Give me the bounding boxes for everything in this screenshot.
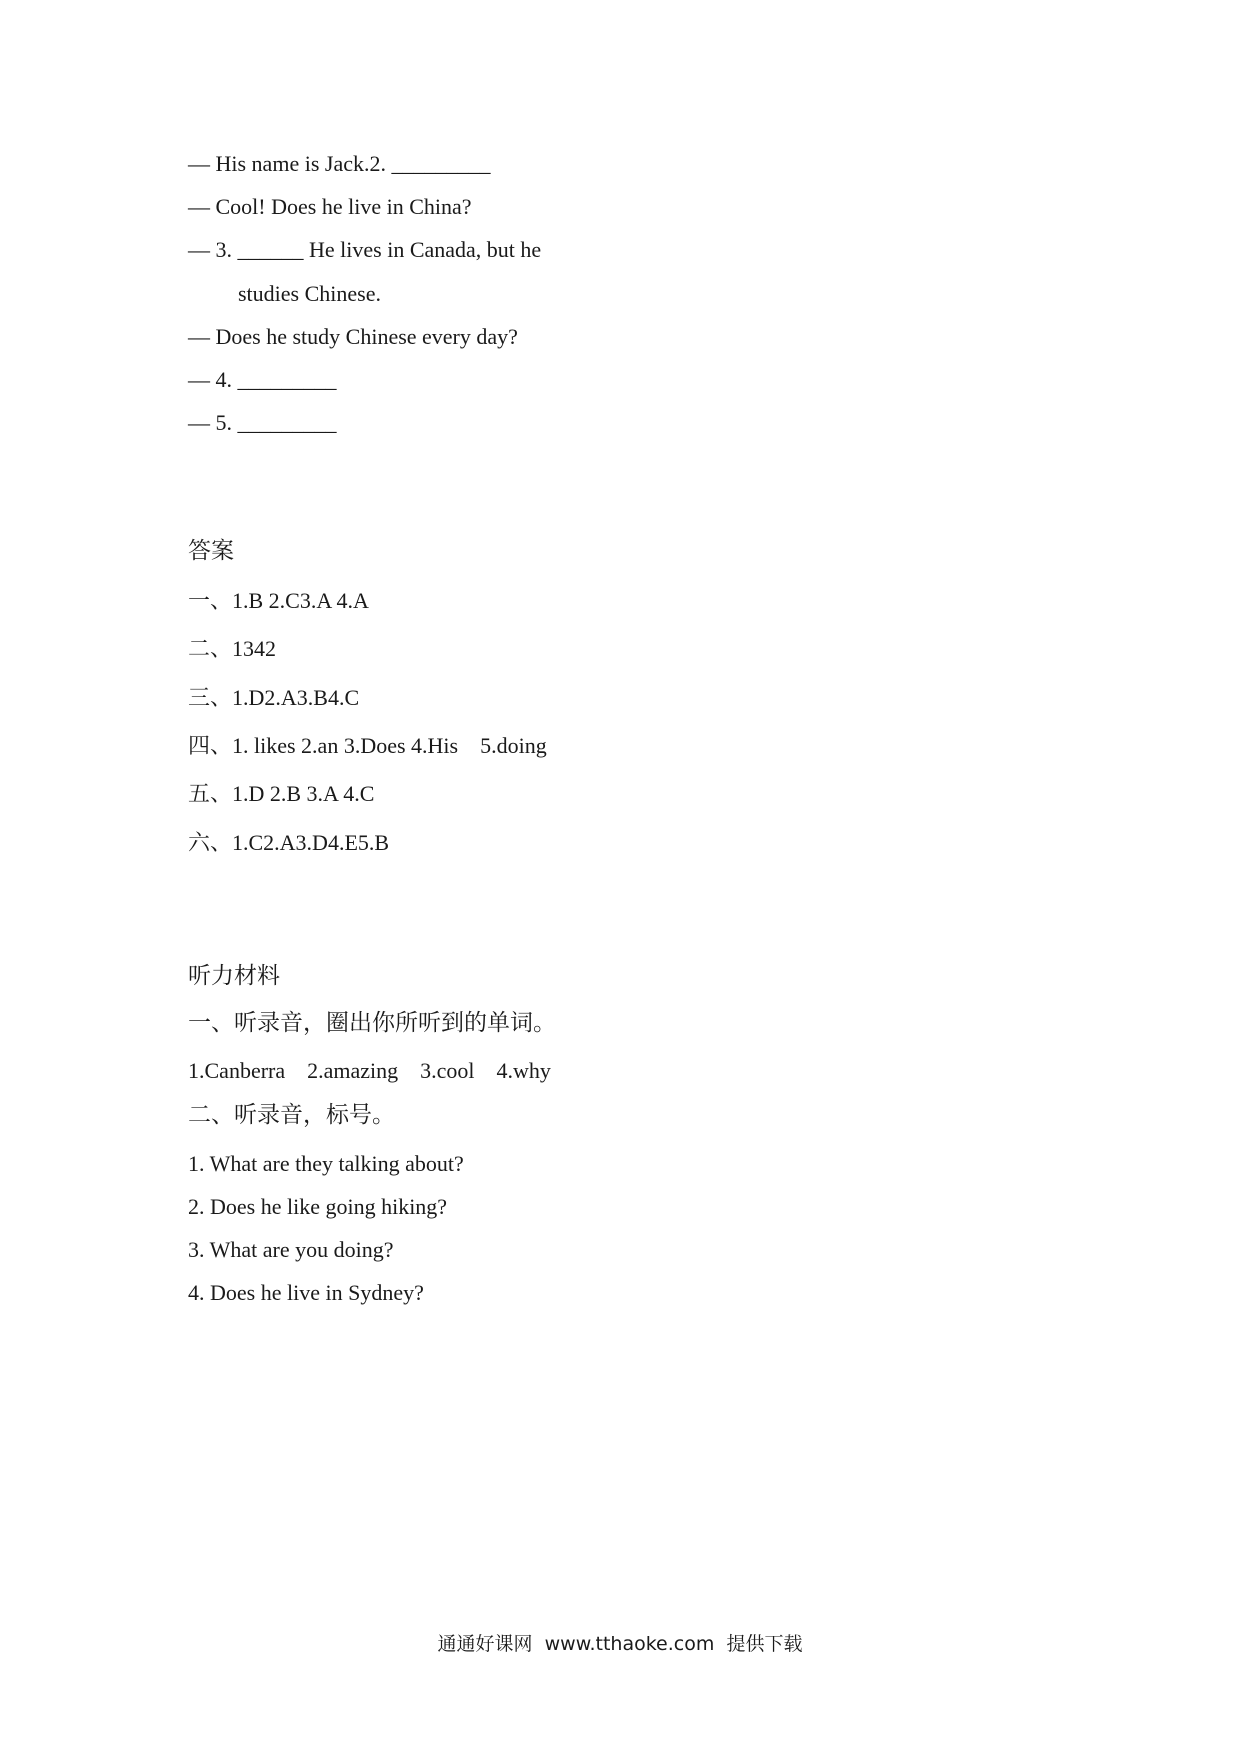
answer-item-2: 二、1342 bbox=[188, 636, 277, 661]
answers-title: 答案 bbox=[188, 538, 234, 564]
answer-item-1: 一、1.B 2.C3.A 4.A bbox=[188, 588, 369, 613]
listening-title: 听力材料 bbox=[188, 963, 280, 989]
listening-section2-title: 二、听录音，标号。 bbox=[188, 1102, 395, 1128]
dialogue-line-3: — 3. ______ He lives in Canada, but he bbox=[188, 237, 542, 262]
answer-item-5: 五、1.D 2.B 3.A 4.C bbox=[188, 781, 375, 806]
dialogue-line-2: — Cool! Does he live in China? bbox=[188, 194, 472, 219]
listening-item-4: 4. Does he live in Sydney? bbox=[188, 1280, 424, 1305]
dialogue-line-4: — Does he study Chinese every day? bbox=[188, 324, 518, 349]
answer-item-6: 六、1.C2.A3.D4.E5.B bbox=[188, 830, 390, 855]
listening-item-2: 2. Does he like going hiking? bbox=[188, 1194, 448, 1219]
dialogue-line-3-cont: studies Chinese. bbox=[238, 281, 381, 306]
listening-section1-words: 1.Canberra 2.amazing 3.cool 4.why bbox=[188, 1058, 551, 1083]
listening-item-1: 1. What are they talking about? bbox=[188, 1151, 464, 1176]
page-footer: 通通好课网 www.tthaoke.com 提供下载 bbox=[437, 1633, 803, 1655]
listening-section1-title: 一、听录音，圈出你所听到的单词。 bbox=[188, 1010, 556, 1036]
dialogue-line-6: — 5. _________ bbox=[188, 410, 337, 435]
answer-item-4: 四、1. likes 2.an 3.Does 4.His 5.doing bbox=[188, 733, 547, 758]
dialogue-line-5: — 4. _________ bbox=[188, 367, 337, 392]
listening-item-3: 3. What are you doing? bbox=[188, 1237, 394, 1262]
dialogue-line-1: — His name is Jack.2. _________ bbox=[188, 151, 491, 176]
answer-item-3: 三、1.D2.A3.B4.C bbox=[188, 685, 360, 710]
